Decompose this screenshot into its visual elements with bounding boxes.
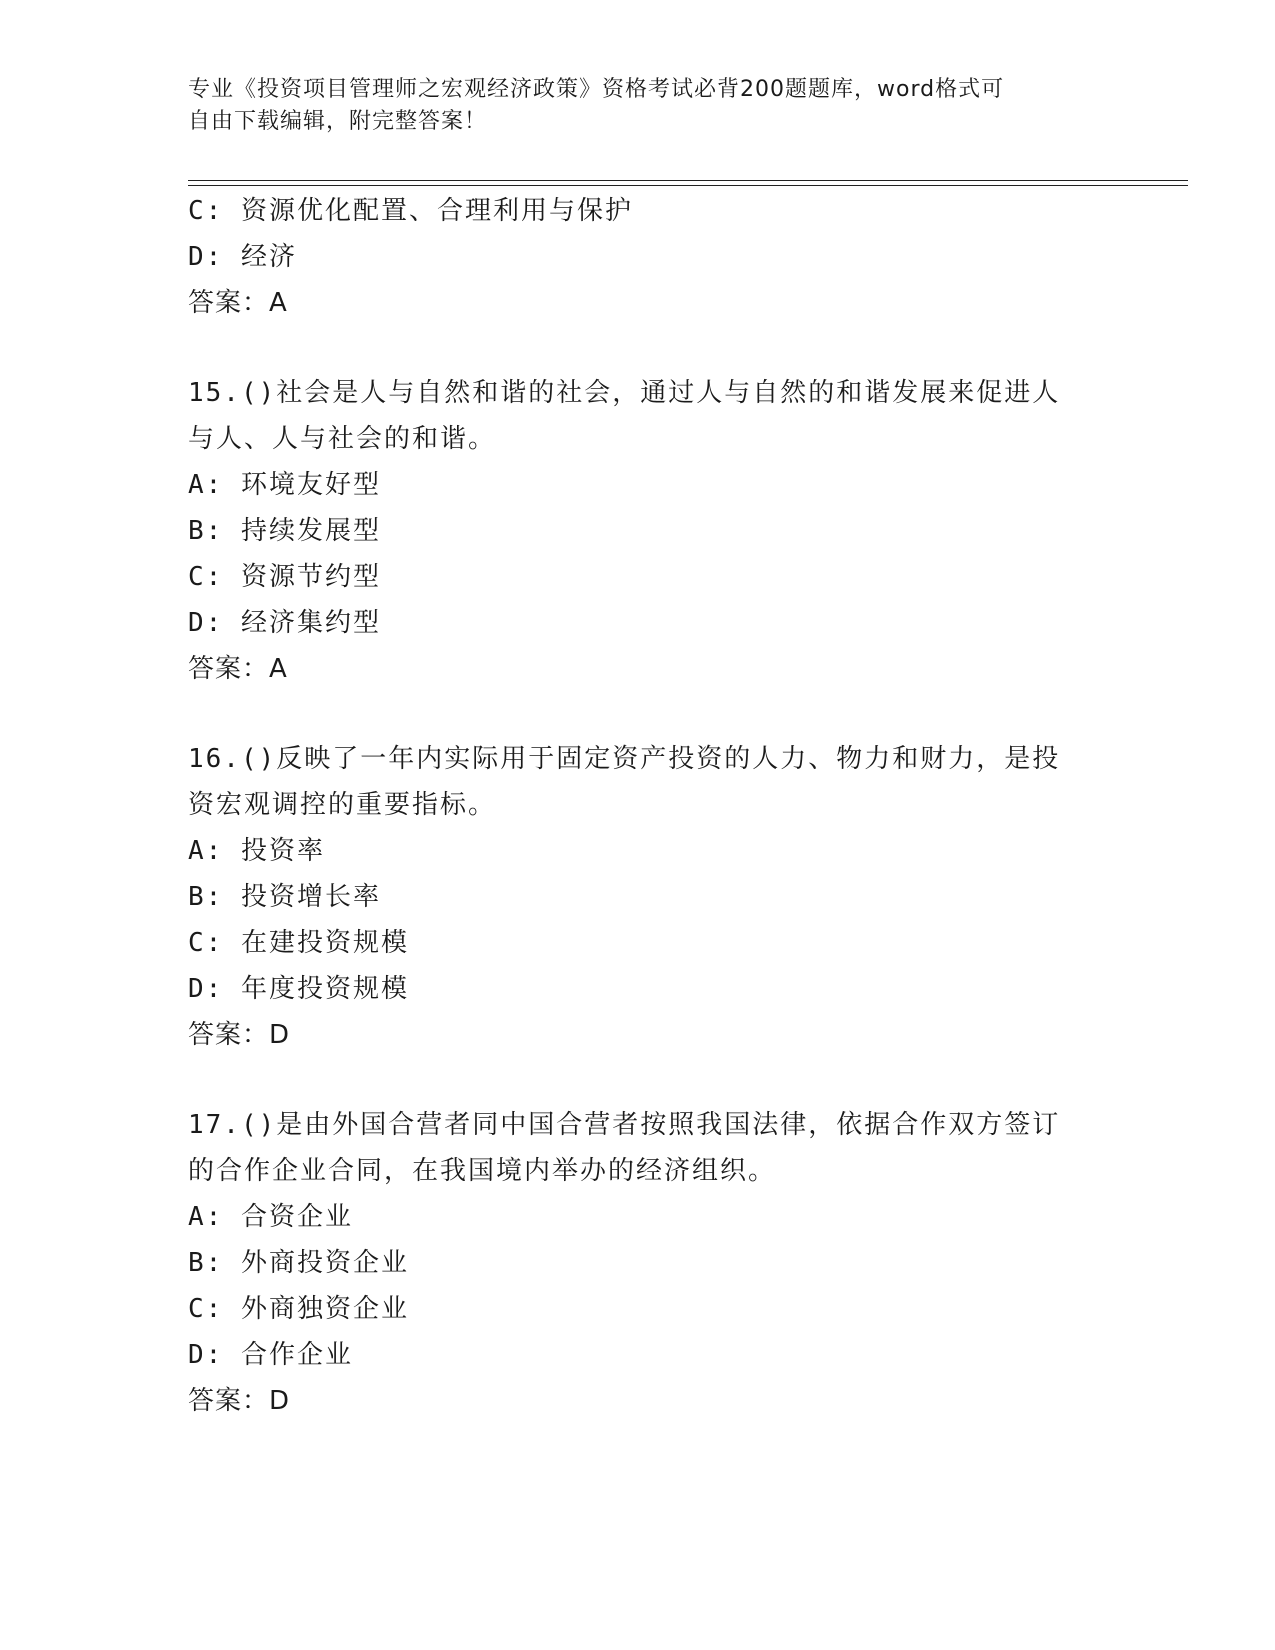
document-header	[188, 74, 1068, 138]
header-divider-bottom	[188, 185, 1188, 186]
option-d: D: 年度投资规模	[188, 974, 409, 1004]
option-c: C: 在建投资规模	[188, 928, 409, 958]
answer: 答案：A	[188, 654, 288, 684]
question-text-line-2: 与人、人与社会的和谐。	[188, 424, 497, 454]
option-a: A: 投资率	[188, 836, 325, 866]
question-text-line-2: 资宏观调控的重要指标。	[188, 790, 497, 820]
question-17	[188, 1102, 1088, 1424]
header-line-1: 专业《投资项目管理师之宏观经济政策》资格考试必背200题题库，word格式可	[188, 77, 1005, 102]
option-c: C: 外商独资企业	[188, 1294, 409, 1324]
question-text-line-1: 17.()是由外国合营者同中国合营者按照我国法律，依据合作双方签订	[188, 1110, 1061, 1140]
answer: 答案：D	[188, 1386, 291, 1416]
question-list	[188, 188, 1088, 1424]
header-divider-top	[188, 180, 1188, 181]
question-15	[188, 370, 1088, 692]
question-16	[188, 736, 1088, 1058]
option-b: B: 外商投资企业	[188, 1248, 409, 1278]
header-line-2: 自由下载编辑，附完整答案！	[188, 109, 488, 134]
question-text-line-2: 的合作企业合同，在我国境内举办的经济组织。	[188, 1156, 777, 1186]
previous-question-tail	[188, 188, 1088, 326]
option-a: A: 合资企业	[188, 1202, 353, 1232]
answer: 答案：A	[188, 288, 288, 318]
question-text-line-1: 15.()社会是人与自然和谐的社会，通过人与自然的和谐发展来促进人	[188, 378, 1061, 408]
option-a: A: 环境友好型	[188, 470, 381, 500]
option-c: C: 资源节约型	[188, 562, 381, 592]
option-d: D: 合作企业	[188, 1340, 353, 1370]
option-b: B: 持续发展型	[188, 516, 381, 546]
option-d: D: 经济	[188, 242, 297, 272]
option-b: B: 投资增长率	[188, 882, 381, 912]
answer: 答案：D	[188, 1020, 291, 1050]
option-c: C: 资源优化配置、合理利用与保护	[188, 196, 633, 226]
option-d: D: 经济集约型	[188, 608, 381, 638]
question-text-line-1: 16.()反映了一年内实际用于固定资产投资的人力、物力和财力，是投	[188, 744, 1061, 774]
